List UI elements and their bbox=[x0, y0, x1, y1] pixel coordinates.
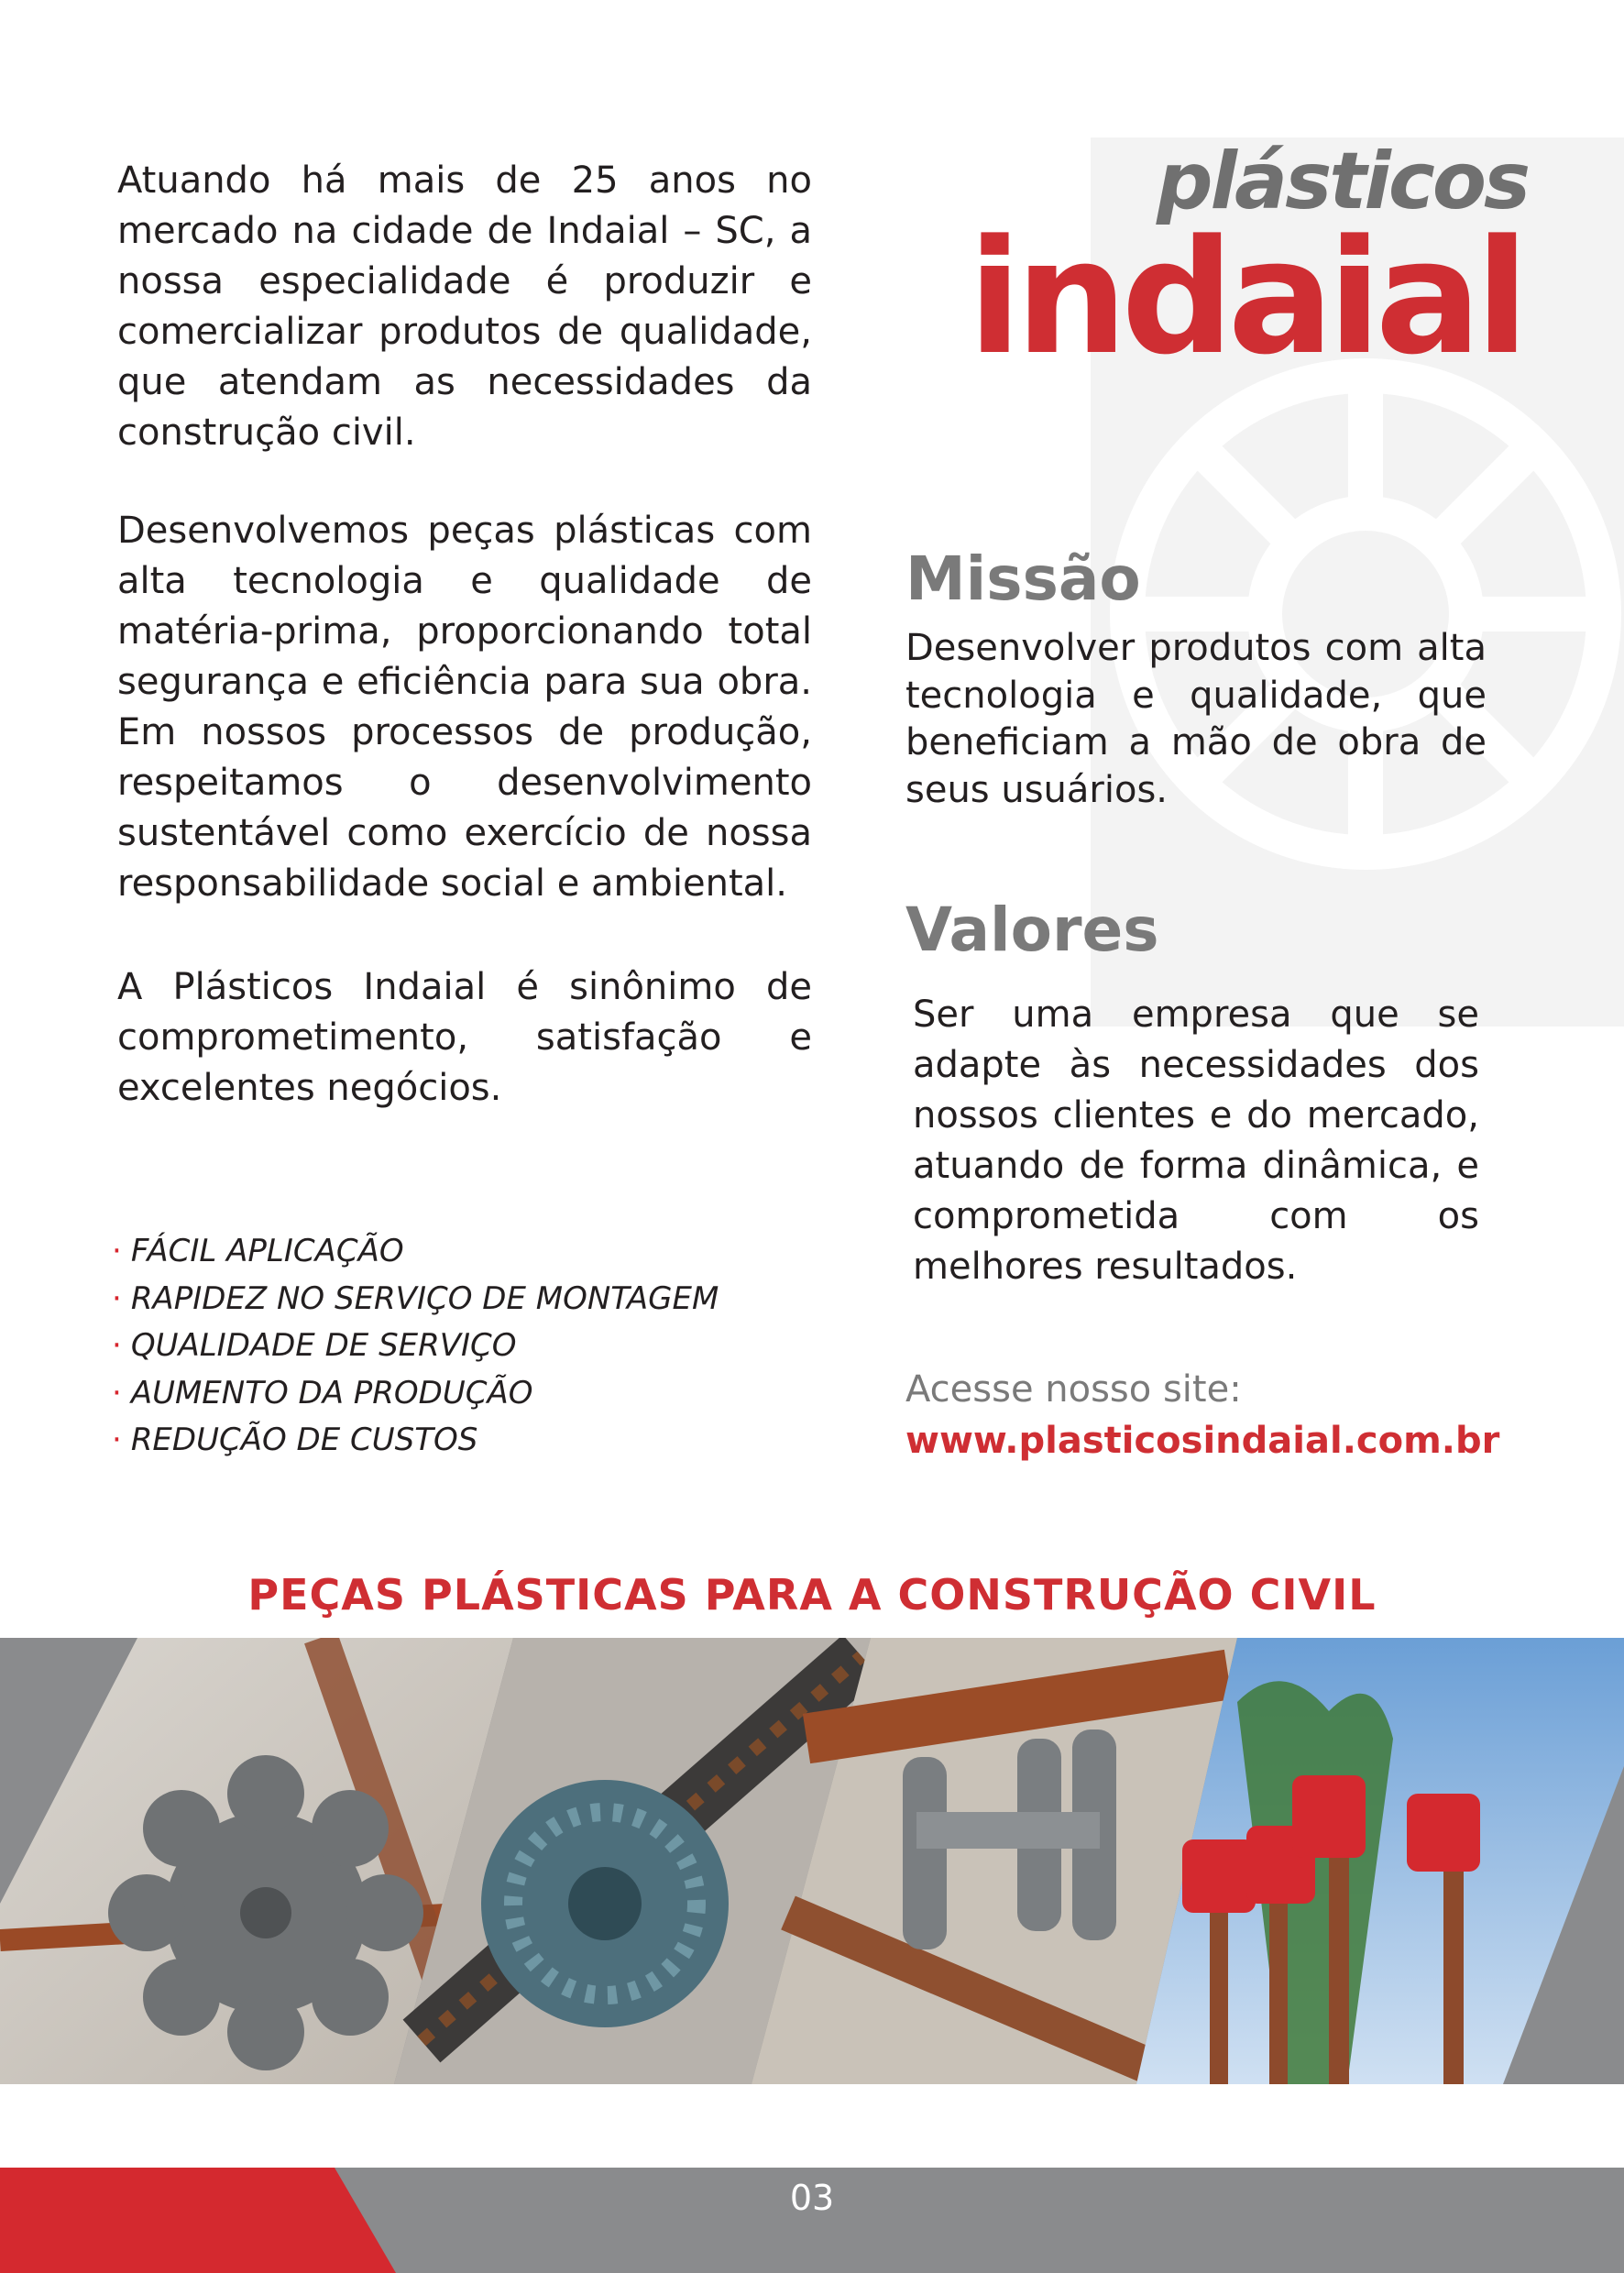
feature-list bbox=[112, 1228, 719, 1465]
feature-item: · QUALIDADE DE SERVIÇO bbox=[112, 1327, 517, 1364]
logo-wordmark-plasticos: plásticos bbox=[1157, 136, 1529, 227]
bullet-icon: · bbox=[112, 1374, 122, 1411]
feature-item: · RAPIDEZ NO SERVIÇO DE MONTAGEM bbox=[112, 1279, 719, 1317]
intro-paragraph-technology: Desenvolvemos peças plásticas com alta tecnologia e qualidade de matéria-prima, proporcionando total segurança e eficiência para sua obra. Em nossos processos de produção, respeitamos o desenvolvimento sustentável como exercício de nossa responsabilidade social e ambiental. bbox=[117, 510, 812, 905]
page-number: 03 bbox=[789, 2178, 835, 2218]
product-photo-strip bbox=[0, 1638, 1624, 2084]
intro-paragraph-history: Atuando há mais de 25 anos no mercado na cidade de Indaial – SC, a nossa especialidade é produzir e comercializar produtos de qualidade, que atendam as necessidades da construção civil. bbox=[117, 159, 812, 454]
mission-heading: Missão bbox=[905, 544, 1141, 614]
logo-wordmark-indaial: indaial bbox=[968, 205, 1523, 390]
website-link[interactable]: www.plasticosindaial.com.br bbox=[905, 1420, 1500, 1462]
feature-item: · REDUÇÃO DE CUSTOS bbox=[112, 1422, 478, 1458]
bullet-icon: · bbox=[112, 1279, 122, 1317]
feature-item: · AUMENTO DA PRODUÇÃO bbox=[112, 1374, 533, 1411]
values-heading: Valores bbox=[905, 895, 1159, 965]
banner-title: PEÇAS PLÁSTICAS PARA A CONSTRUÇÃO CIVIL bbox=[247, 1570, 1377, 1620]
bullet-icon: · bbox=[112, 1422, 122, 1458]
values-text: Ser uma empresa que se adapte às necessidades dos nossos clientes e do mercado, atuando de forma dinâmica, e comprometida com os melhores resultados. bbox=[913, 994, 1479, 1288]
bullet-icon: · bbox=[112, 1233, 122, 1269]
website-label: Acesse nosso site: bbox=[905, 1368, 1242, 1411]
mission-text: Desenvolver produtos com alta tecnologia e qualidade, que beneficiam a mão de obra de seus usuários. bbox=[905, 627, 1487, 811]
feature-item: · FÁCIL APLICAÇÃO bbox=[112, 1233, 404, 1269]
bullet-icon: · bbox=[112, 1327, 122, 1364]
intro-paragraph-commitment: A Plásticos Indaial é sinônimo de comprometimento, satisfação e excelentes negócios. bbox=[117, 966, 812, 1109]
